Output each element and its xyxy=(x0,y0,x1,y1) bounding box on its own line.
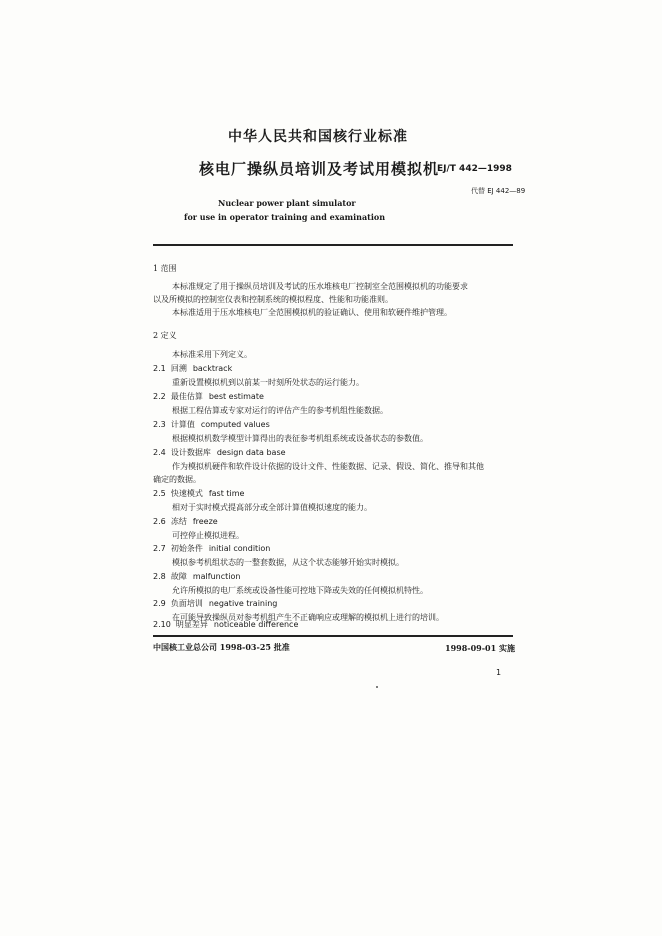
definition-number: 2.7 xyxy=(153,544,166,553)
definition-term: 冻结 xyxy=(170,517,187,526)
definition-term: 最佳估算 xyxy=(170,392,203,401)
definition-english-term: backtrack xyxy=(192,364,233,373)
definition-number: 2.10 xyxy=(153,620,171,629)
top-rule xyxy=(153,244,513,246)
approval-statement: 中国核工业总公司 1998-03-25 批准 xyxy=(153,642,290,652)
definition-english-term: freeze xyxy=(192,517,218,526)
section-1-paragraph-1-line-2: 以及所模拟的控制室仪表和控制系统的模拟程度、性能和功能准则。 xyxy=(153,295,393,304)
definition-term: 负面培训 xyxy=(170,599,203,608)
definition-heading xyxy=(153,619,298,631)
section-1-paragraph-1-line-1: 本标准规定了用于操纵员培训及考试的压水堆核电厂控制室全范围模拟机的功能要求 xyxy=(172,282,468,291)
definition-number: 2.4 xyxy=(153,448,166,457)
definition-english-term: malfunction xyxy=(192,572,241,581)
definition-number: 2.3 xyxy=(153,420,166,429)
definition-description: 可控停止模拟进程。 xyxy=(172,531,244,540)
definition-description: 根据模拟机数学模型计算得出的表征参考机组系统或设备状态的参数值。 xyxy=(172,434,428,443)
definition-number: 2.6 xyxy=(153,517,166,526)
definition-number: 2.5 xyxy=(153,489,166,498)
definition-heading xyxy=(153,543,270,555)
definition-heading xyxy=(153,447,286,459)
definition-description: 根据工程估算或专家对运行的评估产生的参考机组性能数据。 xyxy=(172,406,388,415)
replaces-note: 代替 EJ 442—89 xyxy=(471,187,526,195)
definition-term: 设计数据库 xyxy=(170,448,211,457)
definition-description: 作为模拟机硬件和软件设计依据的设计文件、性能数据、记录、假设、简化、推导和其他 xyxy=(172,462,484,471)
section-2-heading: 2 定义 xyxy=(153,331,177,340)
definition-heading xyxy=(153,598,277,610)
definition-english-term: noticeable difference xyxy=(213,620,299,629)
definition-description: 模拟参考机组状态的一整套数据，从这个状态能够开始实时模拟。 xyxy=(172,558,404,567)
definition-term: 快速模式 xyxy=(170,489,203,498)
section-1-heading: 1 范围 xyxy=(153,264,177,273)
definition-description: 相对于实时模式提高部分或全部计算值模拟速度的能力。 xyxy=(172,503,372,512)
section-1-paragraph-2: 本标准适用于压水堆核电厂全范围模拟机的验证确认、使用和软硬件维护管理。 xyxy=(172,308,452,317)
definition-description-continued: 确定的数据。 xyxy=(153,475,201,484)
definition-term: 故障 xyxy=(170,572,187,581)
definition-description: 重新设置模拟机到以前某一时刻所处状态的运行能力。 xyxy=(172,378,364,387)
definition-heading xyxy=(153,571,240,583)
definition-term: 初始条件 xyxy=(170,544,203,553)
definition-heading xyxy=(153,488,244,500)
definition-description: 允许所模拟的电厂系统或设备性能可控地下降或失效的任何模拟机特性。 xyxy=(172,586,428,595)
bottom-rule xyxy=(153,635,513,637)
definition-english-term: best estimate xyxy=(208,392,264,401)
definition-english-term: fast time xyxy=(208,489,245,498)
definition-number: 2.9 xyxy=(153,599,166,608)
definition-number: 2.2 xyxy=(153,392,166,401)
definition-english-term: design data base xyxy=(216,448,286,457)
definition-english-term: initial condition xyxy=(208,544,271,553)
standard-code: EJ/T 442—1998 xyxy=(437,164,512,174)
page-number: 1 xyxy=(496,668,502,677)
issuing-authority: 中华人民共和国核行业标准 xyxy=(228,129,408,145)
definition-term: 回溯 xyxy=(170,364,187,373)
definition-number: 2.1 xyxy=(153,364,166,373)
document-title: 核电厂操纵员培训及考试用模拟机 xyxy=(199,160,440,178)
definition-description: 在可能导致操纵员对参考机组产生不正确响应或理解的模拟机上进行的培训。 xyxy=(172,613,444,622)
definition-heading xyxy=(153,391,264,403)
implementation-date: 1998-09-01 实施 xyxy=(445,643,515,653)
definition-heading xyxy=(153,516,218,528)
definition-heading xyxy=(153,363,232,375)
definition-term: 明显差异 xyxy=(175,620,208,629)
definition-english-term: computed values xyxy=(200,420,270,429)
definition-english-term: negative training xyxy=(208,599,278,608)
definition-heading xyxy=(153,419,270,431)
definition-term: 计算值 xyxy=(170,420,195,429)
scan-speck xyxy=(376,686,378,688)
definition-number: 2.8 xyxy=(153,572,166,581)
section-2-intro: 本标准采用下列定义。 xyxy=(172,350,252,359)
english-title-line1: Nuclear power plant simulator xyxy=(218,198,356,208)
english-title-line2: for use in operator training and examination xyxy=(184,212,386,222)
